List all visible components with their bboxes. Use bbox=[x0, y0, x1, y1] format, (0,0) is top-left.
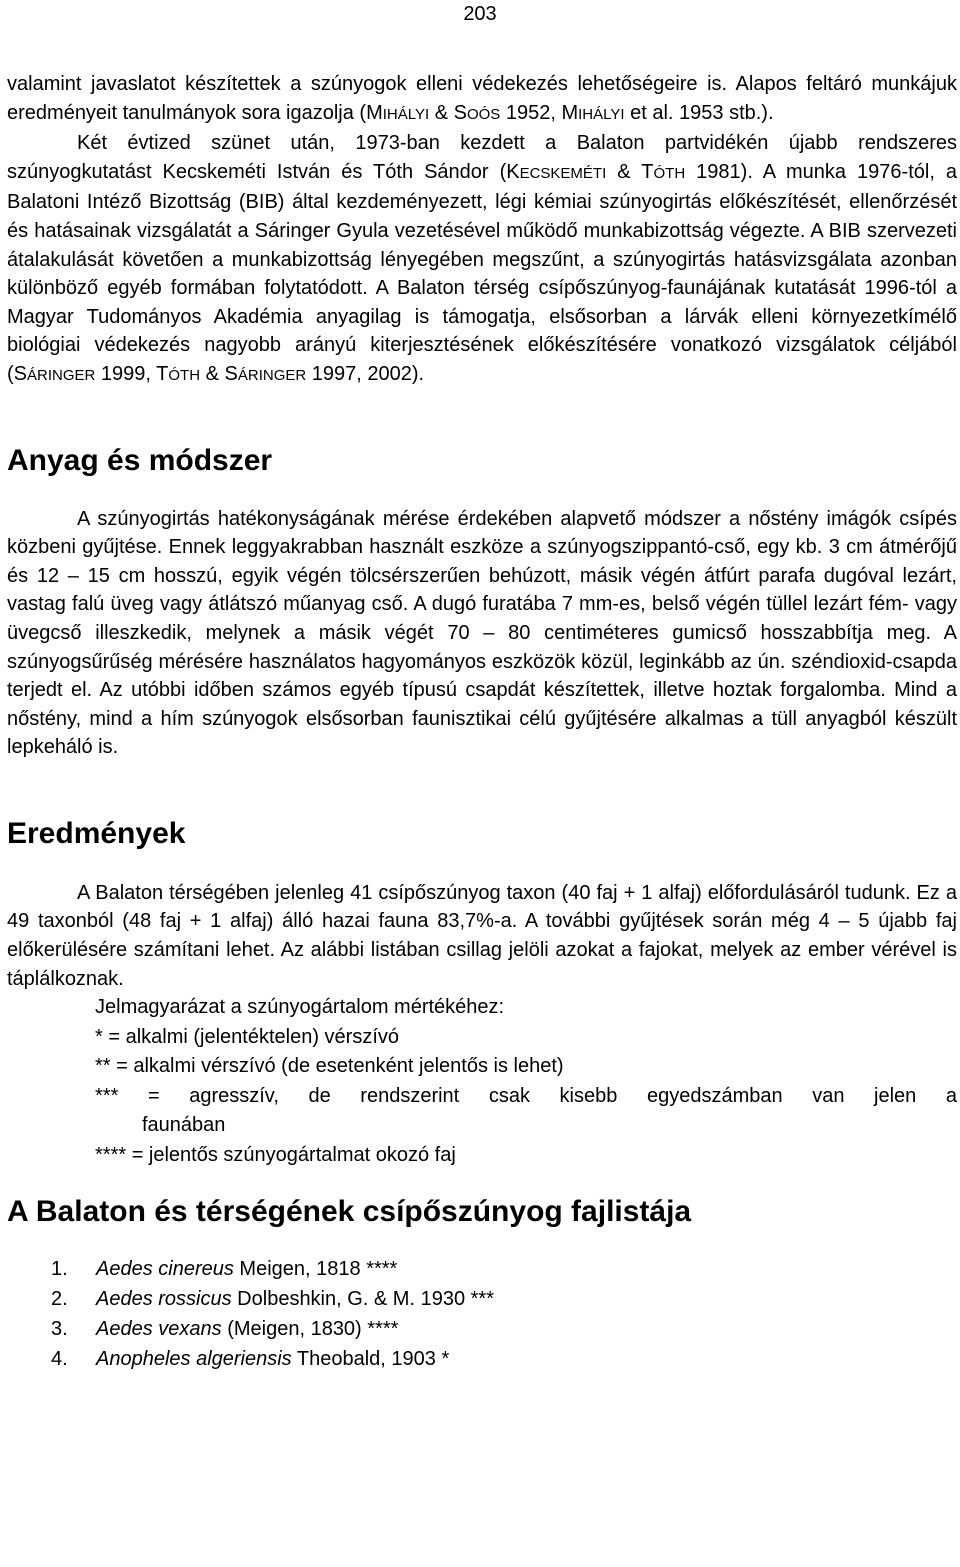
methods-paragraph: A szúnyogirtás hatékonyságának mérése érdekében alapvető módszer a nőstény imágók csípés közbeni gyűjtése. Ennek leggyakrabban használt eszköze a szúnyogszippantó-cső, egy kb. 3 cm átmérőjű és 12 – 15 cm hosszú, egyik végén tölcsérszerűen behúzott, másik végén átfúrt parafa dugóval lezárt, vastag falú üveg vagy átlátszó műanyag cső. A dugó furatába 7 mm-es, belső végén tüllel lezárt fém- vagy üvegcső illeszkedik, melynek a másik végét 70 – 80 centiméteres gumicső hosszabbítja meg. A szúnyogsűrűség mérésére használatos hagyományos eszközök közül, leginkább az ún. széndioxid-csapda terjedt el. Az utóbbi időben számos egyéb típusú csapdát készítettek, illetve hoztak forgalomba. Mind a nőstény, mind a hím szúnyogok elsősorban faunisztikai célú gyűjtésére alkalmas a tüll anyagból készült lepkeháló is. bbox=[7, 507, 957, 759]
legend-item: *** = agresszív, de rendszerint csak kisebb egyedszámban van jelen a bbox=[95, 1084, 957, 1107]
legend-item: **** = jelentős szúnyogártalmat okozó faj bbox=[95, 1143, 456, 1166]
list-item: 4. Anopheles algeriensis Theobald, 1903 * bbox=[51, 1348, 450, 1371]
intro-paragraph-2: Két évtized szünet után, 1973-ban kezdett a Balaton partvidékén újabb rendszeres szúnyogkutatást Kecskeméti István és Tóth Sándor (KECSKEMÉTI & TÓTH 1981). A munka 1976-tól, a Balatoni Intéző Bizottság (BIB) által kezdeményezett, légi kémiai szúnyogirtás előkészítését, ellenőrzését és hatásainak vizsgálatát a Sáringer Gyula vezetésével működő munkabizottság végezte. A BIB szervezeti átalakulását követően a munkabizottság lényegében megszűnt, a szúnyogirtás hatásvizsgálata azonban különböző egyéb formában folytatódott. A Balaton térség csípőszúnyog-faunájának kutatását 1996-tól a Magyar Tudományos Akadémia anyagilag is támogatja, elsősorban a lárvák elleni környezetkímélő biológiai védekezés nagyobb arányú kiterjesztésének előkészítésére vonatkozó vizsgálatok céljából (SÁRINGER 1999, TÓTH & SÁRINGER 1997, 2002). bbox=[7, 132, 958, 385]
methods-heading: Anyag és módszer bbox=[7, 443, 273, 477]
legend-item-continuation: faunában bbox=[142, 1114, 226, 1137]
results-paragraph: A Balaton térségében jelenleg 41 csípőszúnyog taxon (40 faj + 1 alfaj) előfordulásáról tudunk. Ez a 49 taxonból (48 faj + 1 alfaj) álló hazai fauna 83,7%-a. A további gyűjtések során még 4 – 5 újabb faj előkerülésére számítani lehet. Az alábbi listában csillag jelöli azokat a fajokat, melyek az ember vérével is táplálkoznak. bbox=[7, 881, 957, 990]
species-list-heading: A Balaton és térségének csípőszúnyog fajlistája bbox=[7, 1195, 692, 1229]
page-number: 203 bbox=[463, 3, 497, 25]
legend bbox=[7, 993, 957, 1170]
species-list bbox=[7, 1254, 957, 1374]
list-item: 1. Aedes cinereus Meigen, 1818 **** bbox=[51, 1258, 398, 1281]
list-item: 2. Aedes rossicus Dolbeshkin, G. & M. 1930 *** bbox=[51, 1288, 494, 1311]
page-content bbox=[7, 70, 957, 1374]
list-item: 3. Aedes vexans (Meigen, 1830) **** bbox=[51, 1318, 399, 1341]
legend-item: * = alkalmi (jelentéktelen) vérszívó bbox=[95, 1025, 400, 1048]
results-heading: Eredmények bbox=[7, 816, 186, 850]
legend-title: Jelmagyarázat a szúnyogártalom mértékéhez: bbox=[95, 996, 505, 1019]
legend-item: ** = alkalmi vérszívó (de esetenként jelentős is lehet) bbox=[95, 1055, 564, 1078]
intro-paragraph-1: valamint javaslatot készítettek a szúnyogok elleni védekezés lehetőségeire is. Alapos feltáró munkájuk eredményeit tanulmányok sora igazolja (MIHÁLYI & SOÓS 1952, MIHÁLYI et al. 1953 stb.). bbox=[7, 73, 957, 124]
